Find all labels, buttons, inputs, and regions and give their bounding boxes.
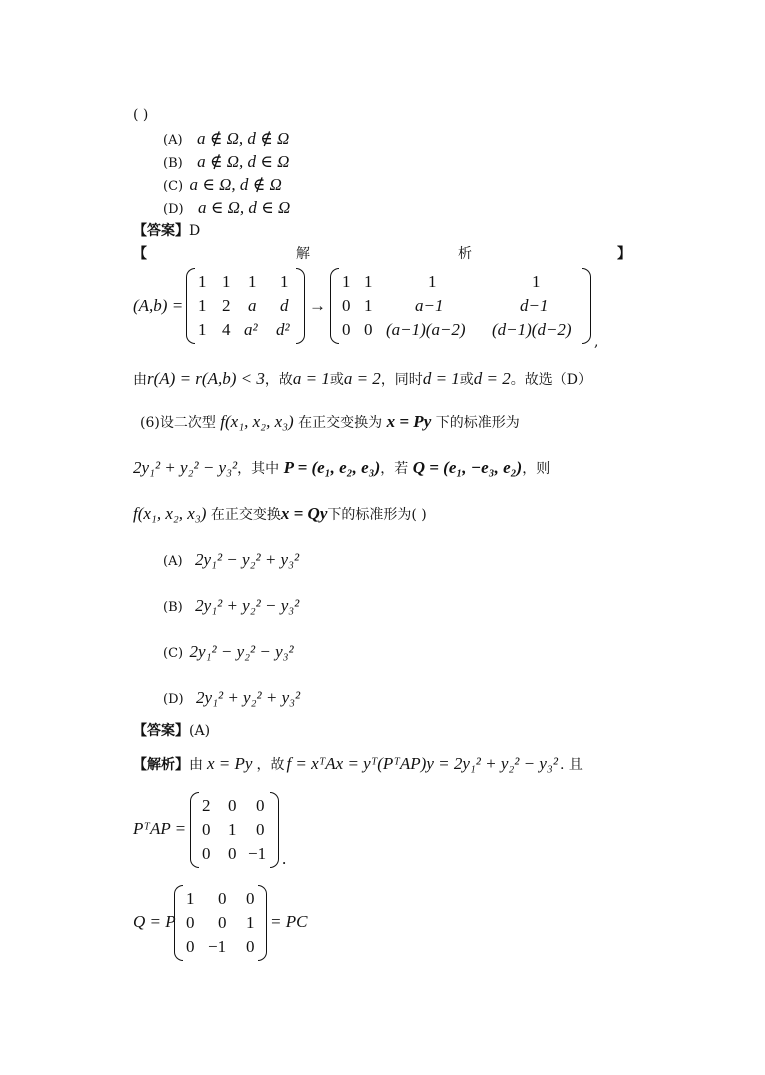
q5-conclusion — [133, 370, 592, 389]
matrix-cell: 1 — [428, 272, 437, 291]
right-paren — [270, 792, 279, 868]
matrix-cell: 0 — [228, 844, 237, 863]
matrix-ptap — [190, 792, 280, 868]
text: 在正交变换为 — [298, 415, 383, 431]
left-paren — [174, 885, 183, 961]
text: (6)设二次型 — [140, 415, 216, 431]
q6-option-a — [163, 551, 299, 571]
matrix-cell: 1 — [198, 296, 207, 315]
matrix-reduced — [330, 268, 592, 344]
math: f(x₁, x₂, x₃) — [220, 412, 294, 431]
text: 或 — [459, 372, 474, 388]
math: f = xᵀAx = yᵀ(PᵀAP)y = 2y₁² + y₂² − y₃² — [286, 754, 558, 773]
matrix-cell: 0 — [186, 913, 195, 932]
text: . 且 — [559, 757, 583, 773]
ptap-period: . — [282, 849, 287, 868]
matrix-cell: 0 — [246, 889, 255, 908]
q5-option-b — [163, 153, 289, 173]
matrix-cell: 0 — [246, 937, 255, 956]
option-label: (C) — [163, 179, 184, 194]
text: ，故 — [256, 757, 285, 773]
text: 或 — [329, 372, 344, 388]
matrix-cell: d² — [276, 320, 290, 339]
matrix-cell: 1 — [248, 272, 257, 291]
option-label: (B) — [163, 600, 183, 615]
text: 下的标准形为( ) — [327, 507, 427, 523]
matrix-cell: 2 — [202, 796, 211, 815]
analysis-close-bracket: 】 — [617, 246, 631, 262]
matrix-cell: 0 — [342, 320, 351, 339]
text: ，同时 — [380, 372, 423, 388]
option-label: (D) — [163, 692, 184, 707]
matrix-cell: 4 — [222, 320, 231, 339]
q6-stem-line-3 — [133, 505, 427, 524]
math: P = (e₁, e₂, e₃) — [283, 458, 381, 477]
right-paren — [258, 885, 267, 961]
text: 由 — [189, 757, 203, 773]
text: 下的标准形为 — [435, 415, 520, 431]
right-paren — [296, 268, 305, 344]
answer-label: 【答案】 — [133, 723, 189, 739]
matrix-cell: 1 — [228, 820, 237, 839]
q5-option-a — [163, 130, 289, 150]
option-math: a ∈ Ω, d ∈ Ω — [198, 198, 291, 217]
matrix-cell: −1 — [208, 937, 227, 956]
matrix-cell: 0 — [186, 937, 195, 956]
q5-option-d — [163, 199, 290, 219]
matrix-cell: 0 — [202, 820, 211, 839]
q6-stem-line-1 — [140, 413, 520, 432]
option-label: (A) — [163, 554, 183, 569]
text: ，故 — [264, 372, 293, 388]
matrix-cell: d−1 — [520, 296, 549, 315]
left-paren — [186, 268, 195, 344]
matrix-cell: 0 — [202, 844, 211, 863]
option-math: 2y₁² − y₂² + y₃² — [195, 550, 300, 569]
text: 由 — [133, 372, 147, 388]
matrix-cell: 1 — [198, 272, 207, 291]
analysis-label: 【解析】 — [133, 757, 189, 773]
text: ，则 — [522, 461, 551, 477]
matrix-cell: a — [248, 296, 257, 315]
matrix-c — [174, 885, 266, 961]
answer-label: 【答案】 — [133, 223, 189, 239]
option-math: a ∉ Ω, d ∉ Ω — [197, 129, 290, 148]
matrix-cell: 1 — [186, 889, 195, 908]
answer-value: (A) — [189, 723, 211, 739]
matrix-cell: 1 — [364, 272, 373, 291]
math: x = Py — [207, 754, 253, 773]
option-math: 2y₁² − y₂² − y₃² — [189, 642, 294, 661]
right-paren — [582, 268, 591, 344]
q-rhs: = PC — [270, 912, 308, 931]
matrix-cell: 1 — [246, 913, 255, 932]
q-lhs: Q = P — [133, 912, 176, 931]
matrix-cell: 1 — [222, 272, 231, 291]
matrix-cell: (a−1)(a−2) — [386, 320, 466, 339]
math: r(A) = r(A,b) < 3 — [147, 369, 265, 388]
matrix-cell: 0 — [342, 296, 351, 315]
answer-paren: ( ) — [133, 107, 149, 123]
matrix-cell: a−1 — [415, 296, 444, 315]
matrix-comma: , — [594, 334, 599, 350]
text: 。故选（D） — [510, 372, 593, 388]
q5-option-c — [163, 176, 282, 196]
math: a = 2 — [343, 369, 381, 388]
matrix-cell: 1 — [198, 320, 207, 339]
left-paren — [190, 792, 199, 868]
matrix-cell: 0 — [228, 796, 237, 815]
option-math: 2y₁² + y₂² − y₃² — [195, 596, 300, 615]
q6-option-d — [163, 689, 300, 709]
q6-analysis — [133, 755, 583, 774]
matrix-augmented — [186, 268, 306, 344]
math: x = Qy — [280, 504, 328, 523]
analysis-char-2: 析 — [458, 246, 472, 262]
answer-value: D — [189, 223, 201, 239]
matrix-cell: 0 — [256, 820, 265, 839]
matrix-cell: a² — [244, 320, 258, 339]
option-label: (B) — [163, 156, 183, 171]
math: 2y₁² + y₂² − y₃² — [133, 458, 238, 477]
q6-answer — [133, 722, 210, 740]
transform-arrow: → — [309, 296, 326, 315]
math: a = 1 — [292, 369, 330, 388]
matrix-cell: 0 — [218, 889, 227, 908]
matrix-cell: 1 — [532, 272, 541, 291]
math: d = 1 — [422, 369, 460, 388]
matrix-cell: 1 — [364, 296, 373, 315]
matrix-cell: 1 — [280, 272, 289, 291]
q6-stem-line-2 — [133, 459, 550, 478]
math: d = 2 — [473, 369, 511, 388]
text: ，其中 — [237, 461, 280, 477]
q5-answer — [133, 222, 200, 240]
matrix-cell: 2 — [222, 296, 231, 315]
option-label: (D) — [163, 202, 184, 217]
augmented-lhs: (A,b) = — [133, 296, 184, 315]
option-label: (C) — [163, 646, 184, 661]
matrix-cell: (d−1)(d−2) — [492, 320, 572, 339]
math: Q = (e₁, −e₃, e₂) — [412, 458, 523, 477]
q6-option-b — [163, 597, 299, 617]
matrix-cell: 0 — [218, 913, 227, 932]
option-math: 2y₁² + y₂² + y₃² — [196, 688, 301, 707]
text: 在正交变换 — [210, 507, 281, 523]
math: x = Py — [386, 412, 432, 431]
left-paren — [330, 268, 339, 344]
matrix-cell: 0 — [364, 320, 373, 339]
math: f(x₁, x₂, x₃) — [133, 504, 207, 523]
text: ，若 — [380, 461, 409, 477]
q6-option-c — [163, 643, 294, 663]
ptap-lhs: PᵀAP = — [133, 819, 187, 838]
option-math: a ∈ Ω, d ∉ Ω — [189, 175, 282, 194]
analysis-open-bracket: 【 — [133, 246, 147, 262]
option-math: a ∉ Ω, d ∈ Ω — [197, 152, 290, 171]
matrix-cell: −1 — [248, 844, 267, 863]
option-label: (A) — [163, 133, 183, 148]
matrix-cell: 1 — [342, 272, 351, 291]
matrix-cell: d — [280, 296, 289, 315]
matrix-cell: 0 — [256, 796, 265, 815]
analysis-char-1: 解 — [296, 246, 310, 262]
